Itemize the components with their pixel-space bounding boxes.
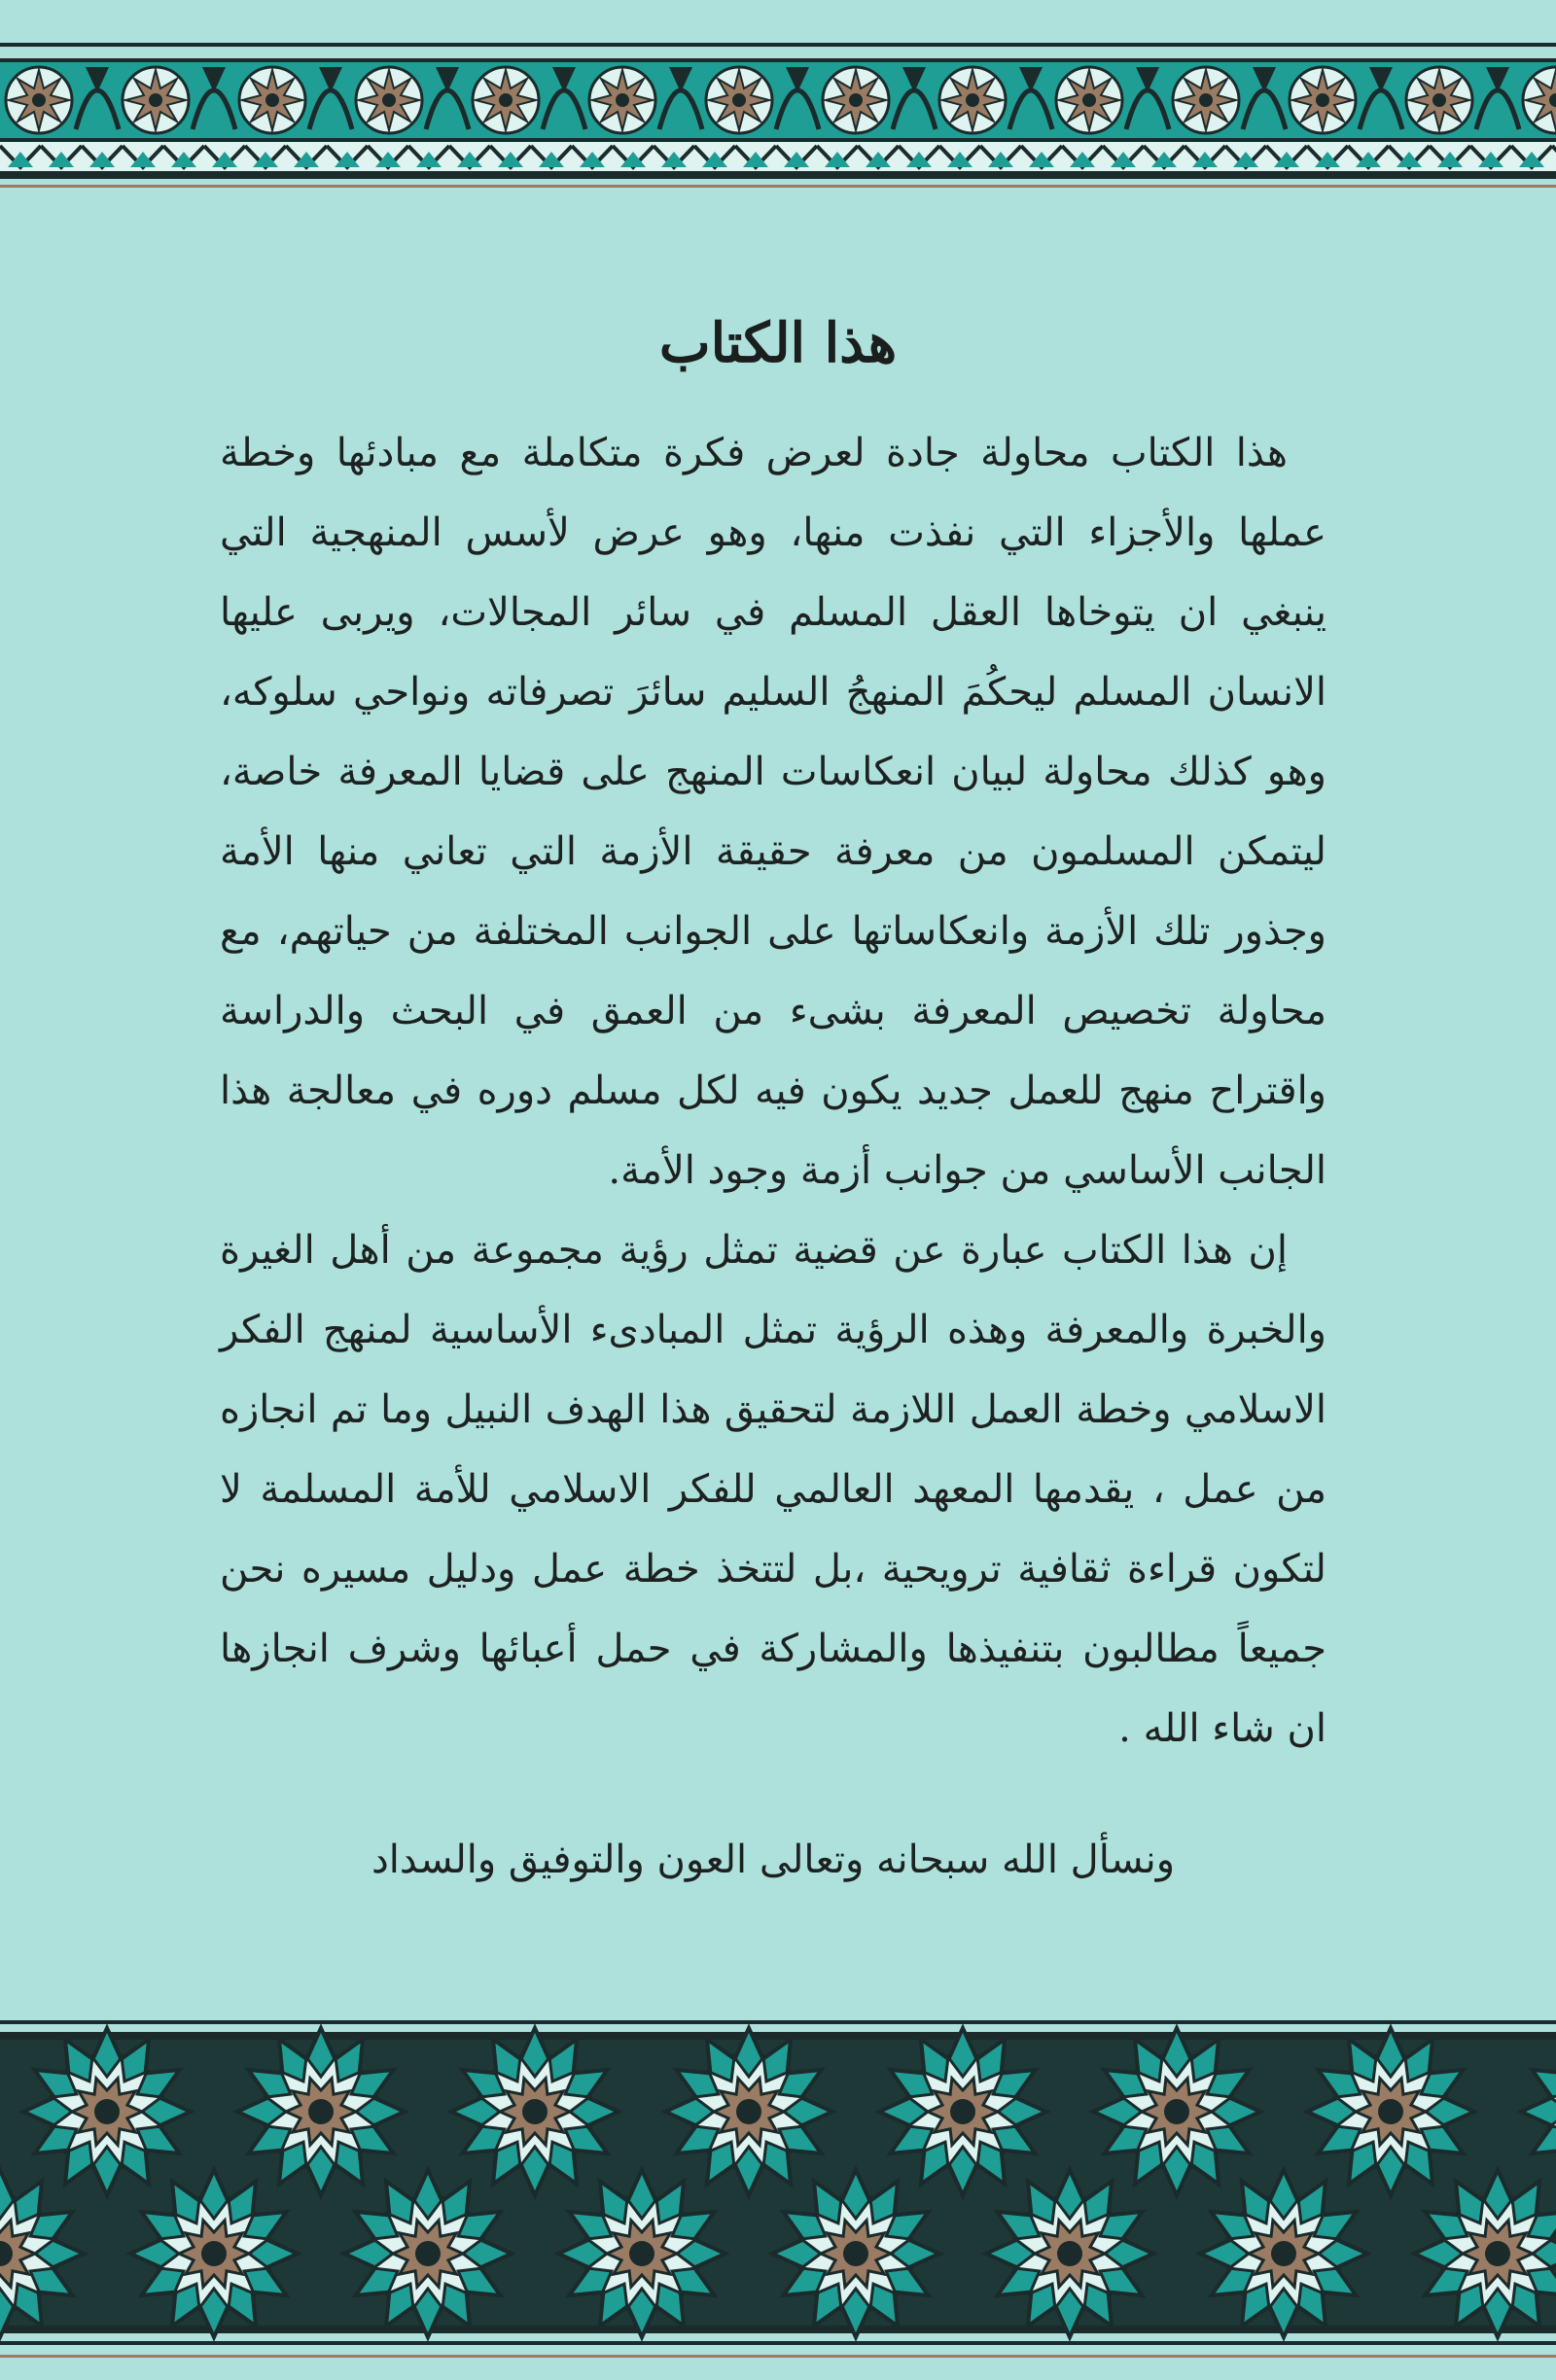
- closing-line: ونسأل الله سبحانه وتعالى العون والتوفيق والسداد: [371, 1838, 1176, 1882]
- page-title: هذا الكتاب: [658, 311, 898, 375]
- top-border-pattern: [0, 0, 1556, 194]
- body-text: [220, 413, 1326, 1768]
- paragraph-intro: هذا الكتاب محاولة جادة لعرض فكرة متكاملة مع مبادئها وخطة عملها والأجزاء التي نفذت منها، وهو عرض لأسس المنهجية التي ينبغي ان يتوخاها العقل المسلم في سائر المجالات، ويربى عليها الانسان المسلم ليحكُمَ المنهجُ السليم سائرَ تصرفاته ونواحي سلوكه، وهو كذلك محاولة لبيان انعكاسات المنهج على قضايا المعرفة خاصة، ليتمكن المسلمون من معرفة حقيقة الأزمة التي تعاني منها الأمة وجذور تلك الأزمة وانعكاساتها على الجوانب المختلفة من حياتهم، مع محاولة تخصيص المعرفة بشىء من العمق في البحث والدراسة واقتراح منهج للعمل جديد يكون فيه لكل مسلم دوره في معالجة هذا الجانب الأساسي من جوانب أزمة وجود الأمة.: [220, 431, 1326, 1193]
- bottom-border-pattern: [0, 2014, 1556, 2380]
- top-ornamental-border: [0, 0, 1556, 194]
- bottom-ornamental-border: [0, 2014, 1556, 2380]
- paragraph-second: إن هذا الكتاب عبارة عن قضية تمثل رؤية مجموعة من أهل الغيرة والخبرة والمعرفة وهذه الرؤية تمثل المبادىء الأساسية لمنهج الفكر الاسلامي وخطة العمل اللازمة لتحقيق هذا الهدف النبيل وما تم انجازه من عمل ، يقدمها المعهد العالمي للفكر الاسلامي للأمة المسلمة لا لتكون قراءة ثقافية ترويحية ،بل لتتخذ خطة عمل ودليل مسيره نحن جميعاً مطالبون بتنفيذها والمشاركة في حمل أعبائها وشرف انجازها ان شاء الله .: [220, 1228, 1326, 1751]
